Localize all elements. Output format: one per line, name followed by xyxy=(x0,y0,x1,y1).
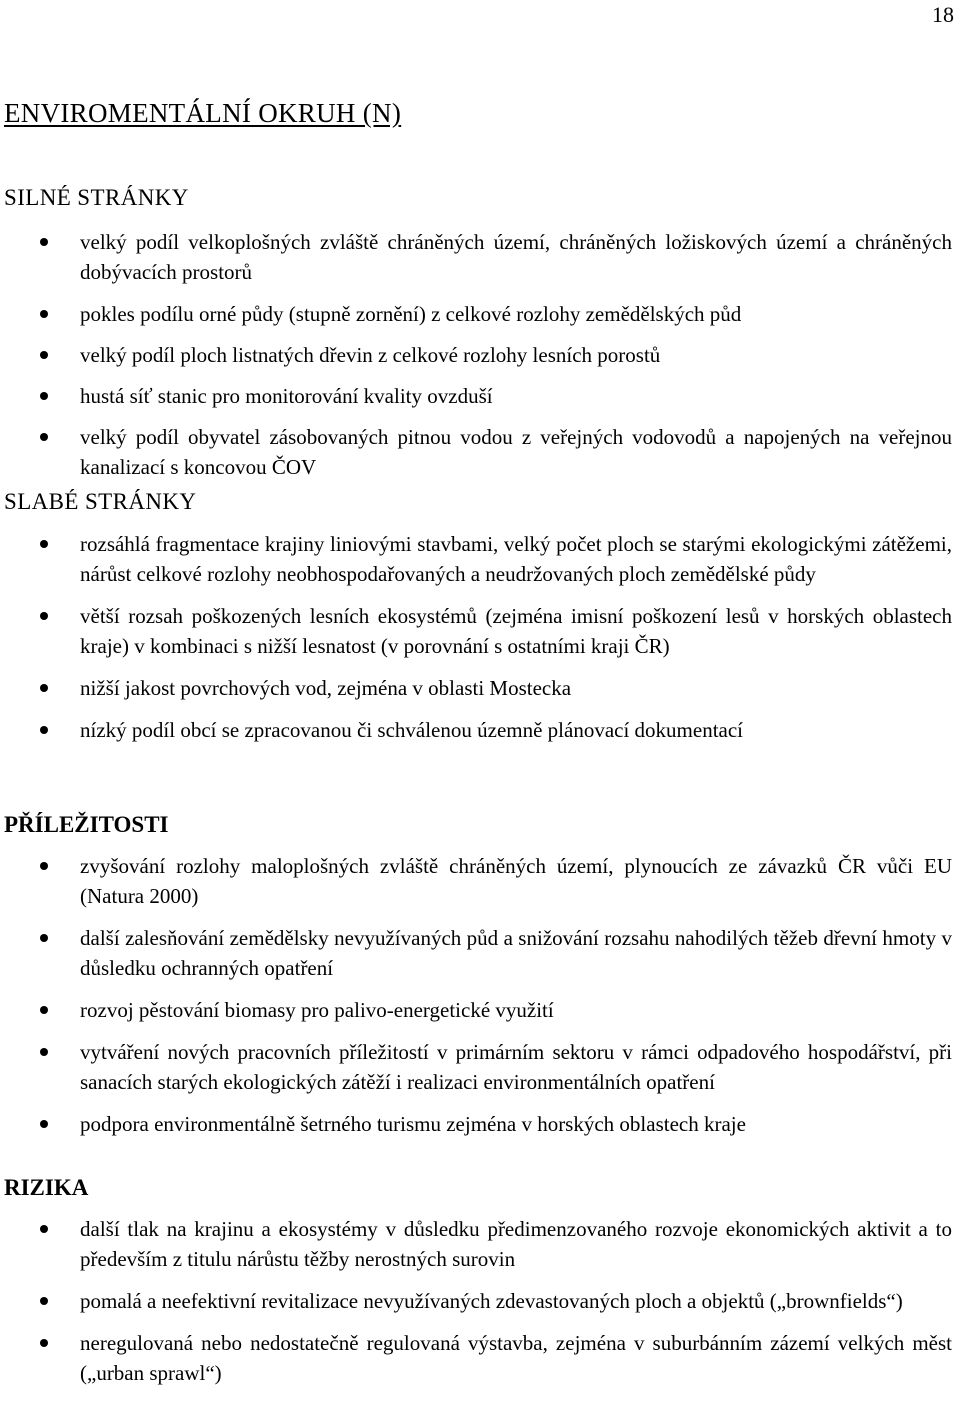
bullet-icon xyxy=(40,392,48,400)
list-item-text: neregulovaná nebo nedostatečně regulovaná výstavba, zejména v suburbánním zázemí velkých měst („urban sprawl“) xyxy=(80,1331,952,1385)
list-item-text: rozvoj pěstování biomasy pro palivo-energetické využití xyxy=(80,998,554,1022)
bullet-icon xyxy=(40,1006,48,1014)
bullet-icon xyxy=(40,1120,48,1128)
list-item-text: nižší jakost povrchových vod, zejména v oblasti Mostecka xyxy=(80,676,572,700)
list-item-text: velký podíl ploch listnatých dřevin z celkové rozlohy lesních porostů xyxy=(80,343,661,367)
bullet-icon xyxy=(40,1297,48,1305)
bullet-icon xyxy=(40,934,48,942)
list-item xyxy=(0,1037,960,1097)
bullet-icon xyxy=(40,612,48,620)
section-heading-weaknesses: SLABÉ STRÁNKY xyxy=(4,489,197,514)
list-item xyxy=(0,673,960,703)
list-item-text: hustá síť stanic pro monitorování kvality ovzduší xyxy=(80,384,493,408)
bullet-icon xyxy=(40,862,48,870)
list-item-text: velký podíl velkoplošných zvláště chráněných území, chráněných ložiskových území a chráněných dobývacích prostorů xyxy=(80,230,952,284)
list-item-text: další zalesňování zemědělsky nevyužívaných půd a snižování rozsahu nahodilých těžeb dřevní hmoty v důsledku ochranných opatření xyxy=(80,926,952,980)
list-item-text: rozsáhlá fragmentace krajiny liniovými stavbami, velký počet ploch se starými ekologickými zátěžemi, nárůst celkové rozlohy neobhospodařovaných a neudržovaných ploch zemědělské půdy xyxy=(80,532,952,586)
section-heading-risks: RIZIKA xyxy=(4,1175,89,1200)
bullet-icon xyxy=(40,310,48,318)
list-item xyxy=(0,995,960,1025)
list-item-text: vytváření nových pracovních příležitostí v primárním sektoru v rámci odpadového hospodářství, při sanacích starých ekologických zátěží i realizaci environmentálních opatření xyxy=(80,1040,952,1094)
list-item xyxy=(0,340,960,370)
bullet-icon xyxy=(40,1048,48,1056)
bullet-icon xyxy=(40,433,48,441)
list-item xyxy=(0,851,960,911)
opportunities-list xyxy=(0,851,960,1139)
strengths-list xyxy=(0,227,960,482)
risks-list xyxy=(0,1214,960,1388)
list-item-text: podpora environmentálně šetrného turismu zejména v horských oblastech kraje xyxy=(80,1112,746,1136)
list-item xyxy=(0,715,960,745)
document-title: ENVIROMENTÁLNÍ OKRUH (N) xyxy=(4,98,402,128)
list-item xyxy=(0,601,960,661)
weaknesses-list xyxy=(0,529,960,745)
list-item-text: další tlak na krajinu a ekosystémy v důsledku předimenzovaného rozvoje ekonomických aktivit a to především z titulu nárůstu těžby nerostných surovin xyxy=(80,1217,952,1271)
list-item-text: větší rozsah poškozených lesních ekosystémů (zejména imisní poškození lesů v horských oblastech kraje) v kombinaci s nižší lesnatost (v porovnání s ostatními kraji ČR) xyxy=(80,604,952,658)
list-item xyxy=(0,1214,960,1274)
list-item-text: pomalá a neefektivní revitalizace nevyužívaných zdevastovaných ploch a objektů („brownfields“) xyxy=(80,1289,903,1313)
list-item xyxy=(0,299,960,329)
list-item-text: nízký podíl obcí se zpracovanou či schválenou územně plánovací dokumentací xyxy=(80,718,744,742)
list-item-text: pokles podílu orné půdy (stupně zornění) z celkové rozlohy zemědělských půd xyxy=(80,302,742,326)
list-item xyxy=(0,1286,960,1316)
bullet-icon xyxy=(40,238,48,246)
bullet-icon xyxy=(40,540,48,548)
bullet-icon xyxy=(40,726,48,734)
list-item xyxy=(0,422,960,482)
section-heading-strengths: SILNÉ STRÁNKY xyxy=(4,185,189,210)
list-item xyxy=(0,1109,960,1139)
section-heading-opportunities: PŘÍLEŽITOSTI xyxy=(4,812,169,837)
bullet-icon xyxy=(40,351,48,359)
list-item-text: velký podíl obyvatel zásobovaných pitnou vodou z veřejných vodovodů a napojených na veřejnou kanalizací s koncovou ČOV xyxy=(80,425,952,479)
page-number: 18 xyxy=(932,2,954,27)
list-item xyxy=(0,923,960,983)
bullet-icon xyxy=(40,1339,48,1347)
list-item xyxy=(0,381,960,411)
list-item xyxy=(0,227,960,287)
bullet-icon xyxy=(40,684,48,692)
list-item xyxy=(0,1328,960,1388)
bullet-icon xyxy=(40,1225,48,1233)
list-item xyxy=(0,529,960,589)
list-item-text: zvyšování rozlohy maloplošných zvláště chráněných území, plynoucích ze závazků ČR vůči EU (Natura 2000) xyxy=(80,854,952,908)
